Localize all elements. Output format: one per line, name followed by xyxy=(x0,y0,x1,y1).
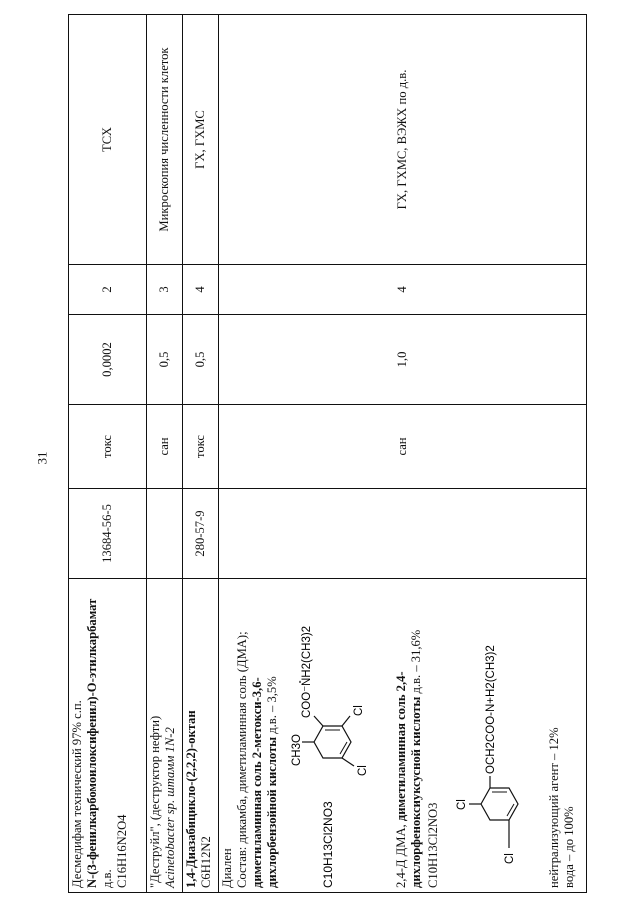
concentration-value: 0,0002 xyxy=(69,315,147,405)
d24-structure xyxy=(443,583,547,888)
substance-suffix: д.в. xyxy=(100,869,114,888)
substance-line: Acinetobacter sp. штамм 1N-2 xyxy=(163,727,177,888)
hazard-class: 4 xyxy=(183,265,219,315)
ammonium-label: N̊H2(CH3)2 xyxy=(301,625,313,686)
cas-number: 13684-56-5 xyxy=(69,489,147,579)
benzene-ring xyxy=(314,726,351,758)
substance-cell xyxy=(183,579,219,893)
substance-line: "Деструйл", (деструктор нефти) xyxy=(148,715,162,888)
concentration-value: 0,5 xyxy=(147,315,183,405)
substance-title: Диален xyxy=(220,848,234,888)
concentration-value: 0,5 xyxy=(183,315,219,405)
analysis-method: ТСХ xyxy=(69,15,147,265)
substance-cell xyxy=(147,579,183,893)
composition-line: Состав: дикамба, диметиламинная соль (ДМА); xyxy=(235,631,249,888)
methoxy-label: CH3O xyxy=(291,734,303,766)
d24-formula: C10H13Cl2NO3 xyxy=(426,802,440,888)
page-number: 31 xyxy=(34,451,50,465)
substance-line: Десмедифам технический 97% с.п. xyxy=(70,700,84,888)
chlorine-label: Cl xyxy=(357,765,369,776)
dicamba-formula-label: C10H13Cl2NO3 xyxy=(321,801,335,888)
table-row xyxy=(183,15,219,893)
dicamba-name: диметиламинная соль 2-метокси-3,6-дихлорбензойной кислоты xyxy=(250,677,279,888)
table-row xyxy=(147,15,183,893)
chlorine-label: Cl xyxy=(456,799,468,810)
table-row xyxy=(219,15,587,893)
chlorine-label: Cl xyxy=(504,853,516,864)
carboxylate-label: COO⁻ xyxy=(301,685,313,718)
hazard-class: 4 xyxy=(219,265,587,315)
neutralizer-line: нейтрализующий агент – 12% xyxy=(547,727,561,888)
concentration-value: 1,0 xyxy=(219,315,587,405)
hazard-indicator: токс xyxy=(69,405,147,489)
substance-formula: C16H16N2O4 xyxy=(115,814,129,888)
benzene-ring xyxy=(481,788,518,820)
cas-number xyxy=(219,489,587,579)
d24-name: диметиламинная соль 2,4-дихлорфеноксиуксусной кислоты xyxy=(394,671,423,888)
dicamba-structure xyxy=(280,583,392,888)
dicamba-content: д.в. – 3,5% xyxy=(265,676,279,737)
rotated-table-area xyxy=(68,15,588,893)
analysis-method: Микроскопия численности клеток xyxy=(147,15,183,265)
water-line: вода – до 100% xyxy=(562,806,576,888)
chlorine-label: Cl xyxy=(353,705,365,716)
substance-name: N-(3-фенилкарбомоилоксифенил)-О-этилкарбамат xyxy=(85,598,99,888)
substance-name: 1,4-Диазабицикло-(2,2,2)-октан xyxy=(184,710,198,888)
substance-cell xyxy=(219,579,587,893)
cas-number: 280-57-9 xyxy=(183,489,219,579)
analysis-method: ГХ, ГХМС xyxy=(183,15,219,265)
d24-content: д.в. – 31,6% xyxy=(409,629,423,697)
substance-formula: C6H12N2 xyxy=(199,836,213,888)
hazard-indicator: сан xyxy=(147,405,183,489)
hazard-class: 2 xyxy=(69,265,147,315)
table-row xyxy=(69,15,147,893)
cas-number xyxy=(147,489,183,579)
hazard-indicator: токс xyxy=(183,405,219,489)
substance-cell xyxy=(69,579,147,893)
hazard-indicator: сан xyxy=(219,405,587,489)
substances-table xyxy=(68,14,587,893)
d24-prefix: 2,4-Д ДМА, xyxy=(394,821,408,888)
analysis-method: ГХ, ГХМС, ВЭЖХ по д.в. xyxy=(219,15,587,265)
hazard-class: 3 xyxy=(147,265,183,315)
oxyacetate-group-label: OCH2COO-N+H2(CH3)2 xyxy=(485,645,497,774)
